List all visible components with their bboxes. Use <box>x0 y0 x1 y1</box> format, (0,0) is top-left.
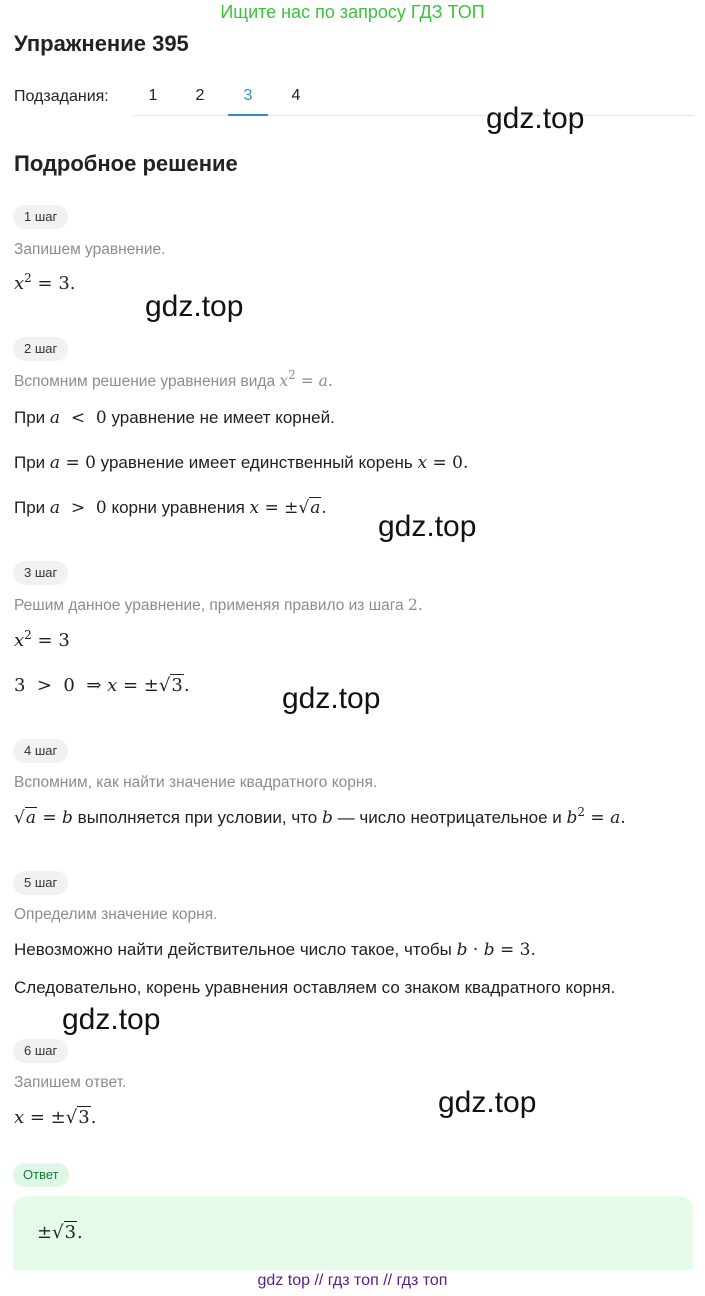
step-2-rule-zero: При a = 0 уравнение имеет единственный корень x = 0. <box>14 453 469 473</box>
answer-badge: Ответ <box>13 1163 69 1187</box>
step-1-equation: $x^2 = 3$. <box>14 271 76 294</box>
footer-links[interactable]: gdz top // гдз топ // гдз топ <box>257 1272 448 1289</box>
tab-subtask-1[interactable]: 1 <box>148 87 158 104</box>
page-title: Упражнение 395 <box>14 31 189 56</box>
step-1-badge: 1 шаг <box>13 205 68 229</box>
step-3-result: 3 > 0 ⇒ x = ±√3. <box>14 675 190 696</box>
watermark: gdz.top <box>486 102 585 135</box>
answer-box <box>13 1196 693 1270</box>
subtasks-label: Подзадания: <box>14 88 109 105</box>
step-4-hint: Вспомним, как найти значение квадратного корня. <box>14 774 378 791</box>
step-2-rule-negative: При a < 0 уравнение не имеет корней. <box>14 408 335 428</box>
step-5-badge: 5 шаг <box>13 871 68 895</box>
watermark: gdz.top <box>145 290 244 323</box>
step-3-hint: Решим данное уравнение, применяя правило из шага 2. <box>14 596 423 614</box>
step-2-badge: 2 шаг <box>13 337 68 361</box>
tab-subtask-4[interactable]: 4 <box>291 87 301 104</box>
promo-banner[interactable]: Ищите нас по запросу ГДЗ ТОП <box>220 2 485 22</box>
step-5-hint: Определим значение корня. <box>14 906 218 923</box>
step-6-badge: 6 шаг <box>13 1039 68 1063</box>
step-1-hint: Запишем уравнение. <box>14 241 166 258</box>
tab-subtask-3[interactable]: 3 <box>228 86 268 116</box>
step-4-definition: √a = b выполняется при условии, что b — число неотрицательное и $b^2 = a$. <box>14 805 626 828</box>
step-5-line-2: Следовательно, корень уравнения оставляем со знаком квадратного корня. <box>14 978 616 997</box>
answer-value: ±√3. <box>37 1222 83 1243</box>
subtasks-nav <box>14 86 694 118</box>
tab-subtask-2[interactable]: 2 <box>195 87 205 104</box>
step-6-answer-equation: x = ±√3. <box>14 1107 97 1128</box>
watermark: gdz.top <box>62 1003 161 1036</box>
step-2-rule-positive: При a > 0 корни уравнения x = ±√a. <box>14 498 327 518</box>
watermark: gdz.top <box>438 1086 537 1119</box>
step-3-equation: $x^2 = 3$ <box>14 628 70 651</box>
watermark: gdz.top <box>378 510 477 543</box>
step-3-badge: 3 шаг <box>13 561 68 585</box>
step-4-badge: 4 шаг <box>13 739 68 763</box>
watermark: gdz.top <box>282 682 381 715</box>
step-6-hint: Запишем ответ. <box>14 1074 127 1091</box>
step-5-line-1: Невозможно найти действительное число такое, чтобы b · b = 3. <box>14 940 536 960</box>
solution-heading: Подробное решение <box>14 151 238 176</box>
step-2-hint: Вспомним решение уравнения вида $x^2 = a$. <box>14 368 333 390</box>
